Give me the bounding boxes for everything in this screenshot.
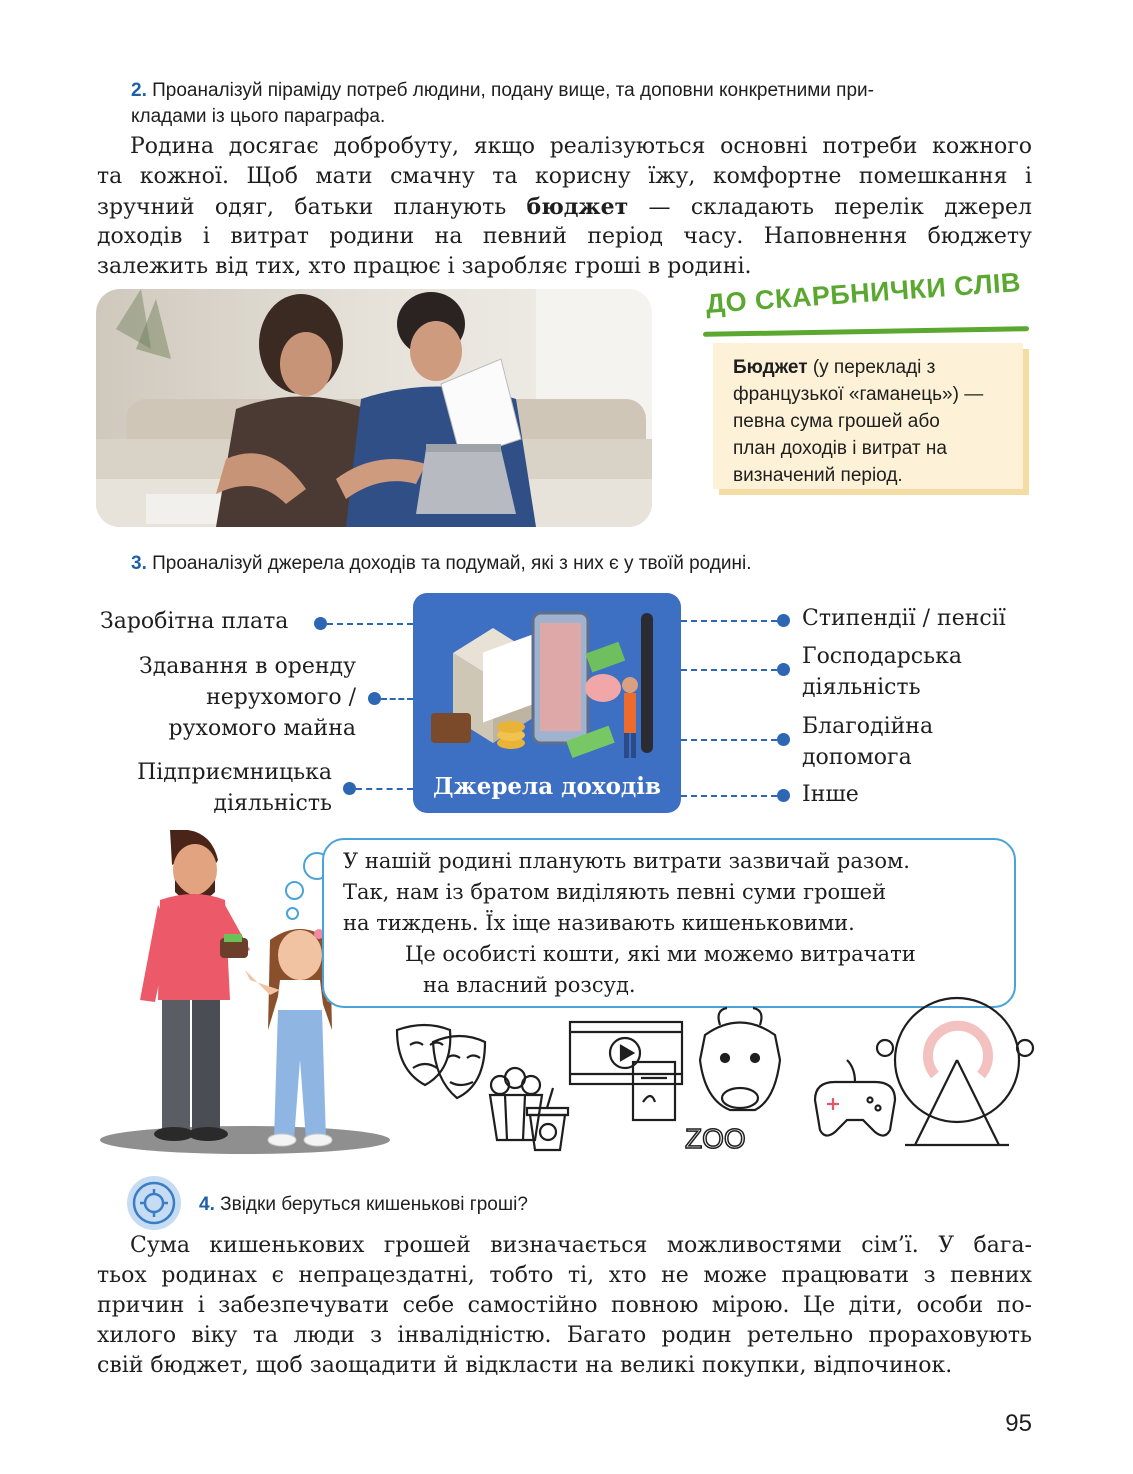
speech-line-2: Так, нам із братом виділяють певні суми грошей: [343, 880, 887, 904]
task-2-number: 2.: [131, 80, 147, 101]
income-other-label: Інше: [802, 782, 859, 807]
paragraph-2-line-4: хилого віку та люди з інвалідністю. Багато родин ретельно прораховують: [97, 1323, 1032, 1348]
income-business-connector: [356, 788, 413, 790]
income-salary-connector: [327, 623, 413, 625]
glossary-term: Бюджет: [733, 357, 808, 378]
family-photo-illustration: [96, 289, 652, 527]
paragraph-pocket-money: [97, 1231, 1032, 1381]
income-salary-dot: [314, 617, 327, 630]
family-budget-photo: [96, 289, 652, 527]
leisure-icons: [385, 990, 1035, 1155]
income-other-connector: [681, 795, 777, 797]
task-2-line-2: кладами із цього параграфа.: [131, 106, 386, 127]
gamepad-icon: [815, 1060, 895, 1136]
income-pension-dot: [777, 614, 790, 627]
zoo-label: ZOO: [685, 1123, 746, 1154]
ferris-wheel-icon: [877, 998, 1033, 1145]
income-center-panel: [413, 593, 681, 813]
task-3-number: 3.: [131, 553, 147, 574]
page-number: 95: [1005, 1410, 1032, 1437]
thought-dot-small: [286, 907, 299, 920]
paragraph-2-line-2: тьох родинах є непрацездатні, тобто ті, хто не може працювати з певних: [97, 1263, 1032, 1288]
task-2: [131, 78, 1031, 130]
paragraph-1-line-1: Родина досягає добробуту, якщо реалізуються основні потреби кожного: [130, 134, 1032, 159]
gear-cycle-icon: [127, 1176, 181, 1230]
income-charity-connector: [681, 739, 777, 741]
paragraph-2-line-1: Сума кишенькових грошей визначається можливостями сім’ї. У бага-: [130, 1233, 1032, 1258]
income-rent-connector: [381, 698, 413, 700]
income-other-dot: [777, 789, 790, 802]
income-household-connector: [681, 669, 777, 671]
income-rent-label: Здавання в оренду нерухомого / рухомого майна: [139, 654, 356, 741]
popcorn-icon: [490, 1068, 542, 1140]
speech-line-1: У нашій родині планують витрати зазвичай разом.: [343, 849, 910, 873]
speech-text: [343, 846, 1003, 1001]
speech-line-5: на власний розсуд.: [423, 973, 636, 997]
paragraph-1-line-3: зручний одяг, батьки планують бюджет — складають перелік джерел: [97, 194, 1032, 220]
task-3: 3. Проаналізуй джерела доходів та подумай, які з них є у твоїй родині.: [131, 553, 752, 574]
income-salary-label: Заробітна плата: [100, 609, 289, 634]
income-center-label: Джерела доходів: [433, 773, 661, 800]
spending-icons: [385, 990, 1035, 1155]
theater-masks-icon: [397, 1025, 485, 1098]
income-sources-diagram: [0, 585, 1133, 825]
paragraph-budget: [97, 132, 1032, 282]
glossary-underline: [703, 326, 1029, 337]
income-business-label: Підприємницька діяльність: [137, 760, 332, 816]
paragraph-1-line-2: та кожної. Щоб мати смачну та корисну їжу, комфортне помешкання і: [97, 164, 1032, 189]
income-pension-connector: [681, 620, 777, 622]
glossary-definition: Бюджет (у перекладі з французької «гаманець») — певна сума грошей або план доходів і витрат на визначений період.: [733, 357, 984, 486]
income-pension-label: Стипендії / пенсії: [802, 606, 1006, 631]
task-4: 4. Звідки беруться кишенькові гроші?: [199, 1194, 528, 1215]
paragraph-1-line-5: залежить від тих, хто працює і заробляє гроші в родині.: [97, 254, 752, 279]
task-4-icon: [127, 1176, 181, 1230]
paragraph-2-line-3: причин і забезпечувати себе самостійно повною мірою. Це діти, особи по-: [97, 1293, 1032, 1318]
speech-line-3: на тиждень. Їх іще називають кишеньковими.: [343, 911, 855, 935]
income-isometric-icon: [413, 593, 681, 773]
speech-line-4: Це особисті кошти, які ми можемо витрачати: [405, 942, 916, 966]
drink-cup-icon: [527, 1088, 568, 1150]
movie-ticket-icon: [570, 1022, 682, 1120]
income-household-label: Господарська діяльність: [802, 644, 962, 700]
task-2-line-1: 2. Проаналізуй піраміду потреб людини, подану вище, та доповни конкретними при-: [131, 80, 874, 101]
giraffe-icon: [700, 1008, 780, 1110]
paragraph-2-line-5: свій бюджет, щоб заощадити й відкласти на великі покупки, відпочинок.: [97, 1353, 953, 1378]
glossary-title: ДО СКАРБНИЧКИ СЛІВ: [704, 267, 1022, 320]
income-business-dot: [343, 782, 356, 795]
glossary-section: [703, 267, 1033, 505]
task-4-number: 4.: [199, 1194, 215, 1215]
paragraph-1-line-4: доходів і витрат родини на певний період часу. Наповнення бюджету: [97, 224, 1032, 249]
thought-dot-medium: [285, 881, 304, 900]
income-household-dot: [777, 663, 790, 676]
budget-term: бюджет: [526, 194, 629, 220]
income-charity-label: Благодійна допомога: [802, 714, 934, 770]
income-charity-dot: [777, 733, 790, 746]
income-rent-dot: [368, 692, 381, 705]
